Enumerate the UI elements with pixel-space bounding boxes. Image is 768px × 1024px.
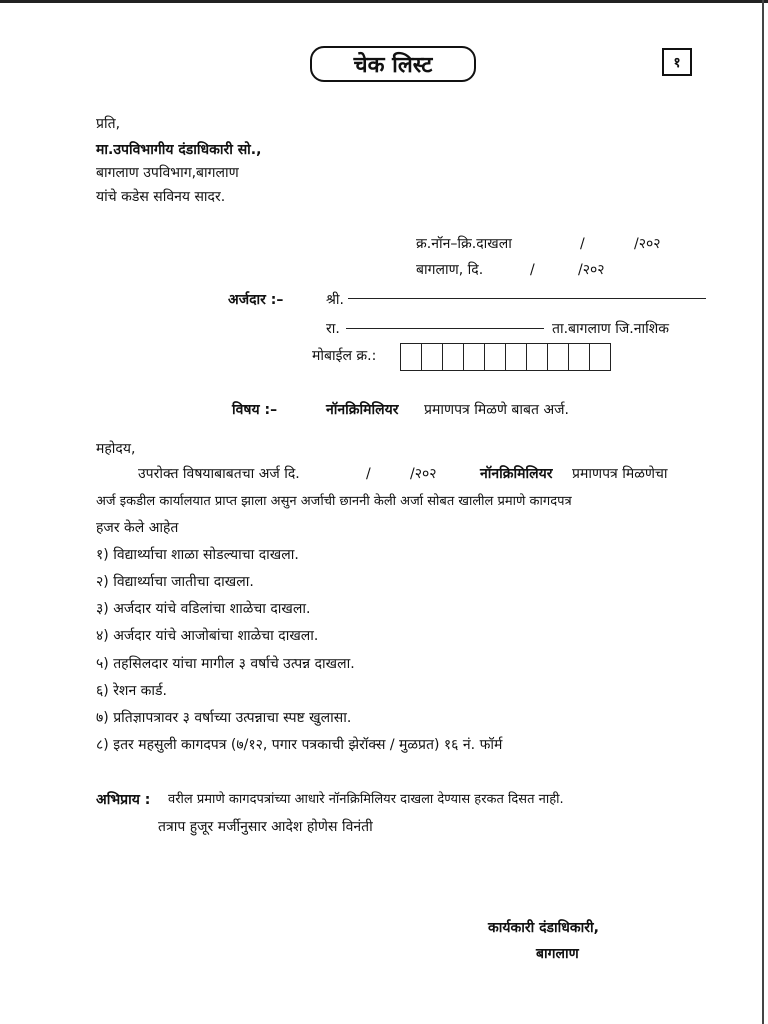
body-line1-start: उपरोक्त विषयाबाबतचा अर्ज दि. (138, 466, 300, 482)
mobile-number-boxes[interactable] (400, 343, 611, 371)
addressee-to: प्रति, (96, 116, 121, 132)
subject-label: विषय :– (232, 402, 278, 418)
reference-number-separator: / (580, 236, 585, 252)
document-item: ६) रेशन कार्ड. (96, 683, 167, 699)
top-border-line (0, 0, 768, 3)
body-line1-bold: नॉनक्रिमिलियर (480, 466, 553, 482)
remarks-line1: वरील प्रमाणे कागदपत्रांच्या आधारे नॉनक्रिमिलियर दाखला देण्यास हरकत दिसत नाही. (168, 792, 564, 807)
signature-place: बागलाण (536, 946, 579, 962)
body-line1-year: /२०२ (410, 466, 437, 482)
mobile-digit-box[interactable] (401, 344, 422, 370)
reference-number-label: क्र.नॉन–क्रि.दाखला (416, 236, 512, 252)
page-number: १ (662, 48, 692, 76)
reference-date-year: /२०२ (578, 262, 605, 278)
applicant-residence-prefix: रा. (326, 321, 340, 337)
document-item: ३) अर्जदार यांचे वडिलांचा शाळेचा दाखला. (96, 601, 311, 617)
document-title: चेक लिस्ट (310, 46, 476, 82)
document-item: ८) इतर महसुली कागदपत्र (७/१२, पगार पत्रकाची झेरॉक्स / मुळप्रत) १६ नं. फॉर्म (96, 737, 503, 753)
signature-designation: कार्यकारी दंडाधिकारी, (488, 920, 599, 936)
applicant-residence-line[interactable] (346, 328, 544, 329)
body-line2: अर्ज इकडील कार्यालयात प्राप्त झाला असुन अर्जाची छाननी केली अर्जा सोबत खालील प्रमाणे कागदपत्र (96, 494, 572, 509)
remarks-line2: तत्राप हुजूर मर्जीनुसार आदेश होणेस विनंती (158, 819, 373, 835)
document-item: ५) तहसिलदार यांचा मागील ३ वर्षाचे उत्पन्न दाखला. (96, 656, 355, 672)
applicant-name-line[interactable] (348, 298, 706, 299)
applicant-label: अर्जदार :– (228, 292, 284, 308)
subject-text: प्रमाणपत्र मिळणे बाबत अर्ज. (424, 402, 570, 418)
mobile-digit-box[interactable] (548, 344, 569, 370)
mobile-digit-box[interactable] (569, 344, 590, 370)
reference-date-separator: / (530, 262, 535, 278)
reference-number-year: /२०२ (634, 236, 661, 252)
mobile-digit-box[interactable] (506, 344, 527, 370)
subject-bold: नॉनक्रिमिलियर (326, 402, 399, 418)
applicant-taluka-district: ता.बागलाण जि.नाशिक (552, 321, 670, 337)
body-line1-end: प्रमाणपत्र मिळणेचा (572, 466, 668, 482)
mobile-digit-box[interactable] (443, 344, 464, 370)
right-border-line (762, 0, 764, 1024)
document-item: ४) अर्जदार यांचे आजोबांचा शाळेचा दाखला. (96, 628, 319, 644)
body-line3: हजर केले आहेत (96, 520, 179, 536)
addressee-officer: मा.उपविभागीय दंडाधिकारी सो., (96, 142, 262, 158)
body-line1-separator: / (366, 466, 371, 482)
mobile-digit-box[interactable] (527, 344, 548, 370)
mobile-digit-box[interactable] (464, 344, 485, 370)
addressee-submission: यांचे कडेस सविनय सादर. (96, 189, 226, 205)
applicant-mobile-label: मोबाईल क्र.: (312, 348, 377, 364)
remarks-label: अभिप्राय : (96, 792, 151, 808)
mobile-digit-box[interactable] (590, 344, 610, 370)
document-item: २) विद्यार्थ्याचा जातीचा दाखला. (96, 574, 254, 590)
mobile-digit-box[interactable] (422, 344, 443, 370)
document-item: १) विद्यार्थ्याचा शाळा सोडल्याचा दाखला. (96, 547, 299, 563)
reference-place-date-label: बागलाण, दि. (416, 262, 484, 278)
salutation: महोदय, (96, 441, 136, 457)
addressee-office: बागलाण उपविभाग,बागलाण (96, 165, 239, 181)
mobile-digit-box[interactable] (485, 344, 506, 370)
document-item: ७) प्रतिज्ञापत्रावर ३ वर्षाच्या उत्पन्नाचा स्पष्ट खुलासा. (96, 710, 352, 726)
applicant-name-prefix: श्री. (326, 292, 344, 308)
